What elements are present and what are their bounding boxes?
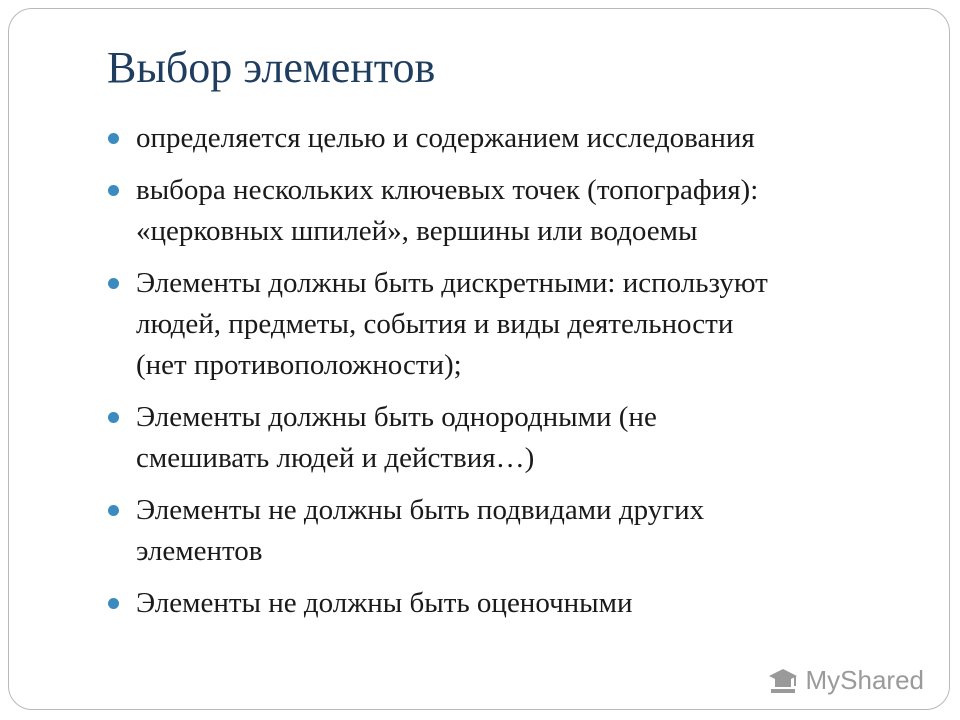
mortarboard-icon (768, 667, 798, 695)
bullet-item (108, 170, 908, 252)
bullet-text: Элементы должны быть дискретными: используют людей, предметы, события и виды деятельности (нет противоположности); (136, 267, 768, 381)
bullet-dot-icon (108, 412, 119, 423)
bullet-text: Элементы должны быть однородными (не смешивать людей и действия…) (136, 401, 657, 474)
bullet-dot-icon (108, 505, 119, 516)
bullet-text: Элементы не должны быть подвидами других элементов (136, 494, 705, 567)
bullet-dot-icon (108, 278, 119, 289)
bullet-list (108, 118, 908, 635)
slide-title: Выбор элементов (107, 43, 436, 92)
mysharedwatermark (768, 665, 925, 696)
bullet-item (108, 118, 908, 159)
bullet-dot-icon (108, 133, 119, 144)
bullet-text: выбора нескольких ключевых точек (топография): «церковных шпилей», вершины или водоемы (136, 174, 759, 247)
bullet-item (108, 397, 908, 479)
watermark-text: MyShared (805, 665, 924, 695)
bullet-text: определяется целью и содержанием исследования (136, 122, 755, 154)
bullet-item (108, 490, 908, 572)
bullet-item (108, 583, 908, 624)
bullet-item (108, 263, 908, 386)
bullet-text: Элементы не должны быть оценочными (136, 587, 633, 619)
bullet-dot-icon (108, 185, 119, 196)
bullet-dot-icon (108, 598, 119, 609)
